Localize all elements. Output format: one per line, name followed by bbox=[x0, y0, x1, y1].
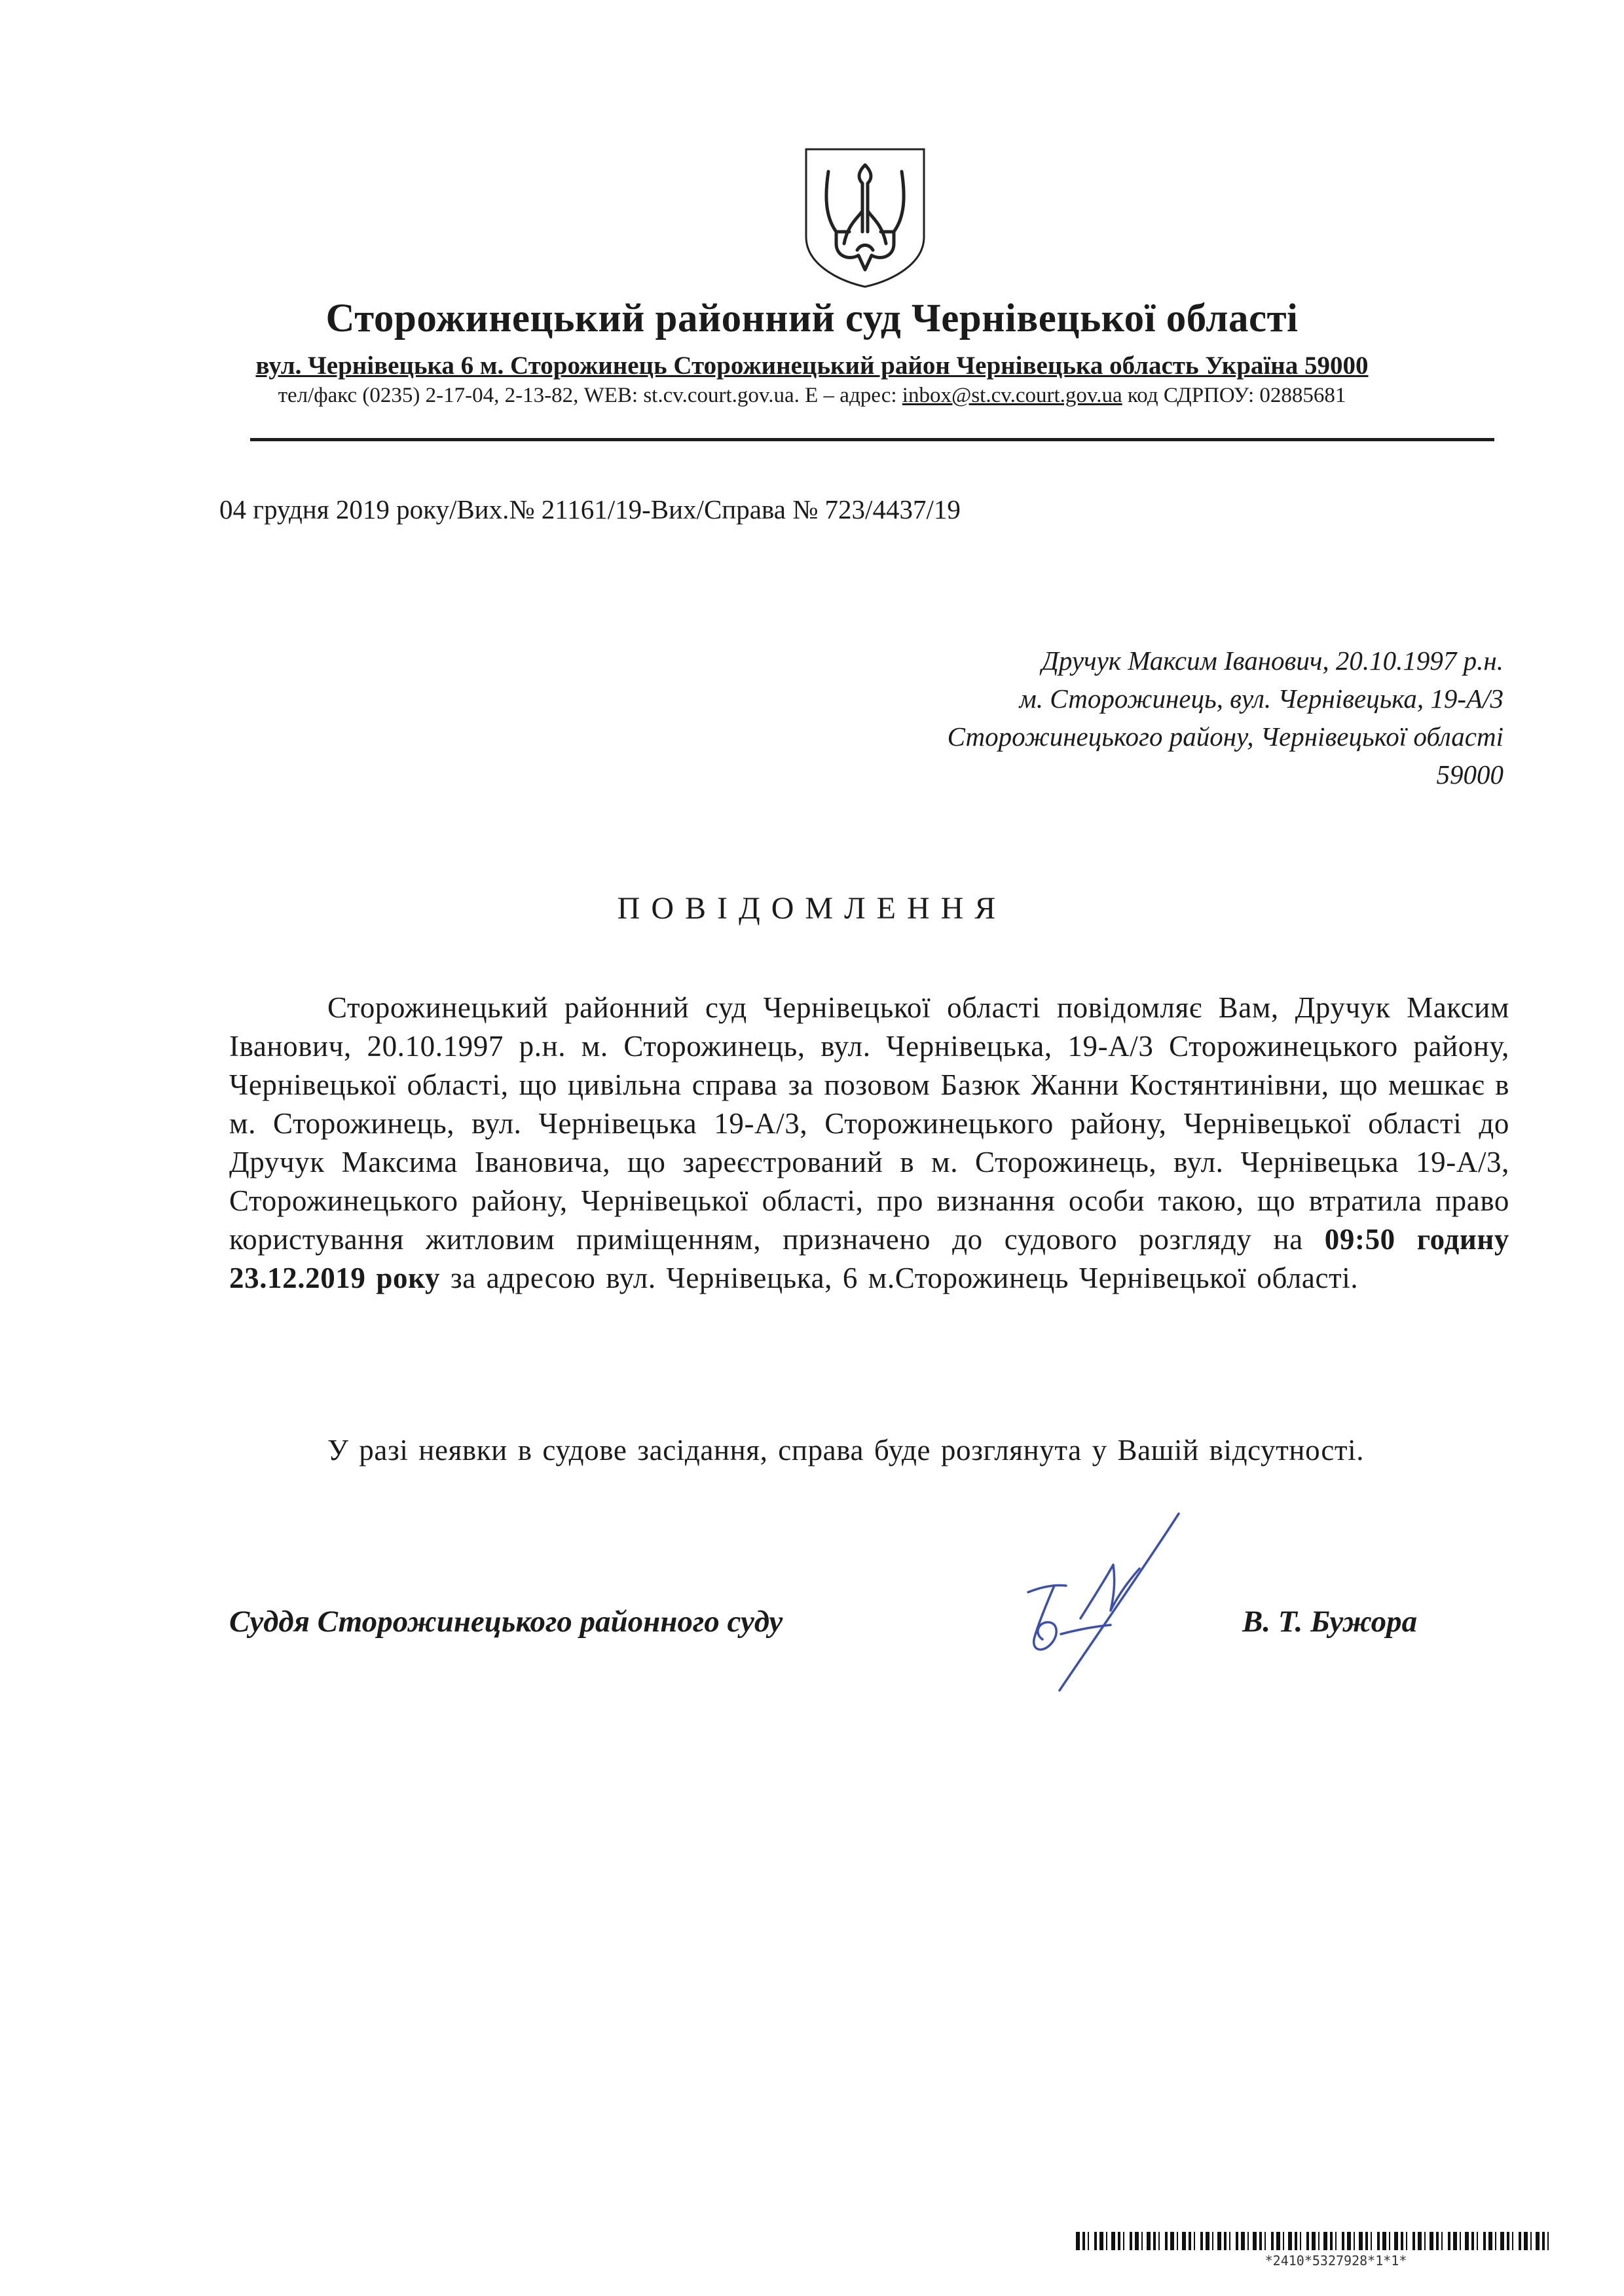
barcode-bar bbox=[1217, 2232, 1221, 2250]
barcode-bar bbox=[1283, 2232, 1284, 2250]
barcode-bar bbox=[1394, 2232, 1398, 2250]
barcode-bar bbox=[1471, 2232, 1474, 2250]
barcode-bar bbox=[1170, 2232, 1174, 2250]
court-address: вул. Чернівецька 6 м. Сторожинець Сторожинецький район Чернівецька область Україна 59000 bbox=[255, 352, 1369, 380]
hearing-datetime: 09:50 годину 23.12.2019 року bbox=[229, 1223, 1510, 1294]
barcode-bar bbox=[1312, 2232, 1316, 2250]
notice-paragraph-main bbox=[229, 989, 1509, 1298]
barcode-bar bbox=[1323, 2232, 1327, 2250]
barcode-bar bbox=[1241, 2232, 1245, 2250]
barcode-bar bbox=[1099, 2232, 1103, 2250]
barcode-bar bbox=[1500, 2232, 1504, 2250]
barcode-bar bbox=[1330, 2232, 1333, 2250]
barcode-bar bbox=[1536, 2232, 1540, 2250]
barcode-bar bbox=[1094, 2232, 1097, 2250]
barcode-bar bbox=[1295, 2232, 1297, 2250]
addressee-name: Дручук Максим Іванович, 20.10.1997 р.н. bbox=[1041, 646, 1504, 676]
barcode-number: *2410*5327928*1*1* bbox=[1264, 2253, 1407, 2269]
barcode-bar bbox=[1418, 2232, 1422, 2250]
barcode-bar bbox=[1406, 2232, 1407, 2250]
barcode-bar bbox=[1441, 2232, 1443, 2250]
barcode-bar bbox=[1424, 2232, 1426, 2250]
barcode-bar bbox=[1076, 2232, 1080, 2250]
barcode-bar bbox=[1453, 2232, 1457, 2250]
barcode-bar bbox=[1247, 2232, 1249, 2250]
barcode-bar bbox=[1206, 2232, 1209, 2250]
barcode-bar bbox=[1460, 2232, 1461, 2250]
barcode-bar bbox=[1448, 2232, 1450, 2250]
notice-text-start: Сторожинецький районний суд Чернівецької області повідомляє Вам, Дручук Максим Іванович, 20.10.1997 р.н. м. Сторожинець, вул. Чернівецька, 19-А/3 Сторожинецького району, Чернівецької області, що цивільна справа за позовом Базюк Жанни Костянтинівни, що мешкає в м. Сторожинець, вул. Чернівецька 19-А/3, Сторожинецького району, Чернівецької області до Дручук Максима Івановича, що зареєстрований в м. Сторожинець, вул. Чернівецька 19-А/3, Сторожинецького району, Чернівецької області, про визнання особи такою, що втратила право користування житловим приміщенням, призначено до судового розгляду на bbox=[229, 991, 1509, 1256]
barcode-bar bbox=[1276, 2232, 1280, 2250]
barcode-bar bbox=[1347, 2232, 1351, 2250]
notice-heading: ПОВІДОМЛЕННЯ bbox=[617, 891, 1007, 926]
addressee-block bbox=[587, 642, 1504, 793]
barcode-bar bbox=[1264, 2232, 1266, 2250]
barcode-bar bbox=[1153, 2232, 1156, 2250]
barcode-bar bbox=[1354, 2232, 1355, 2250]
barcode-bar bbox=[1306, 2232, 1309, 2250]
barcode-bar bbox=[1158, 2232, 1160, 2250]
contacts-prefix: тел/факс (0235) 2-17-04, 2-13-82, WEB: st.cv.court.gov.ua. E – адрес: bbox=[278, 384, 902, 407]
barcode-bar bbox=[1488, 2232, 1492, 2250]
court-email: inbox@st.cv.court.gov.ua bbox=[902, 384, 1122, 407]
barcode-bar bbox=[1177, 2232, 1178, 2250]
barcode-bar bbox=[1371, 2232, 1372, 2250]
judge-name: В. Т. Бужора bbox=[1242, 1605, 1418, 1639]
barcode-bar bbox=[1495, 2232, 1496, 2250]
barcode-bar bbox=[1512, 2232, 1513, 2250]
barcode-bar bbox=[1189, 2232, 1191, 2250]
barcode-bar bbox=[1288, 2232, 1292, 2250]
handwritten-signature bbox=[982, 1506, 1205, 1696]
barcode-bar bbox=[1524, 2232, 1528, 2250]
barcode-bar bbox=[1118, 2232, 1120, 2250]
court-contacts bbox=[0, 384, 1624, 408]
barcode-bar bbox=[1123, 2232, 1124, 2250]
barcode-bar bbox=[1377, 2232, 1380, 2250]
header-divider bbox=[250, 438, 1494, 441]
barcode-bar bbox=[1130, 2232, 1132, 2250]
contacts-suffix: код СДРПОУ: 02885681 bbox=[1122, 384, 1346, 407]
barcode-bar bbox=[1165, 2232, 1168, 2250]
barcode-bar bbox=[1542, 2232, 1545, 2250]
barcode-bar bbox=[1300, 2232, 1301, 2250]
document-barcode bbox=[1076, 2232, 1557, 2250]
notice-paragraph-absence: У разі неявки в судове засідання, справа буде розглянута у Вашій відсутності. bbox=[327, 1434, 1365, 1467]
barcode-bar bbox=[1530, 2232, 1532, 2250]
addressee-street: м. Сторожинець, вул. Чернівецька, 19-А/3 bbox=[1019, 683, 1504, 714]
barcode-bar bbox=[1483, 2232, 1486, 2250]
court-name: Сторожинецький районний суд Чернівецької області bbox=[325, 297, 1299, 340]
barcode-bar bbox=[1212, 2232, 1213, 2250]
barcode-bar bbox=[1318, 2232, 1320, 2250]
barcode-bar bbox=[1224, 2232, 1227, 2250]
barcode-bar bbox=[1088, 2232, 1089, 2250]
barcode-bar bbox=[1259, 2232, 1262, 2250]
barcode-bar bbox=[1359, 2232, 1363, 2250]
addressee-postcode: 59000 bbox=[1436, 759, 1504, 790]
barcode-bar bbox=[1253, 2232, 1257, 2250]
outgoing-reference: 04 грудня 2019 року/Вих.№ 21161/19-Вих/Справа № 723/4437/19 bbox=[219, 494, 961, 524]
barcode-bar bbox=[1507, 2232, 1509, 2250]
barcode-bar bbox=[1082, 2232, 1085, 2250]
barcode-bar bbox=[1547, 2232, 1549, 2250]
barcode-bar bbox=[1519, 2232, 1521, 2250]
barcode-bar bbox=[1412, 2232, 1415, 2250]
barcode-bar bbox=[1200, 2232, 1203, 2250]
barcode-bar bbox=[1135, 2232, 1139, 2250]
barcode-bar bbox=[1477, 2232, 1478, 2250]
barcode-bar bbox=[1365, 2232, 1368, 2250]
barcode-bar bbox=[1147, 2232, 1151, 2250]
barcode-bar bbox=[1236, 2232, 1238, 2250]
barcode-bar bbox=[1401, 2232, 1403, 2250]
barcode-bar bbox=[1335, 2232, 1337, 2250]
barcode-bar bbox=[1436, 2232, 1439, 2250]
addressee-district: Сторожинецького району, Чернівецької області bbox=[947, 721, 1504, 752]
signatory-role: Суддя Сторожинецького районного суду bbox=[229, 1605, 783, 1639]
barcode-bar bbox=[1182, 2232, 1186, 2250]
barcode-bar bbox=[1430, 2232, 1433, 2250]
trident-coat-of-arms-icon bbox=[802, 145, 928, 291]
barcode-bar bbox=[1111, 2232, 1115, 2250]
barcode-bar bbox=[1389, 2232, 1390, 2250]
barcode-bar bbox=[1141, 2232, 1143, 2250]
notice-text-end: за адресою вул. Чернівецька, 6 м.Сторожинець Чернівецької області. bbox=[440, 1262, 1359, 1294]
barcode-bar bbox=[1382, 2232, 1386, 2250]
barcode-bar bbox=[1229, 2232, 1230, 2250]
barcode-bar bbox=[1106, 2232, 1107, 2250]
barcode-bar bbox=[1342, 2232, 1344, 2250]
barcode-bar bbox=[1194, 2232, 1195, 2250]
barcode-bar bbox=[1465, 2232, 1469, 2250]
barcode-bar bbox=[1271, 2232, 1274, 2250]
